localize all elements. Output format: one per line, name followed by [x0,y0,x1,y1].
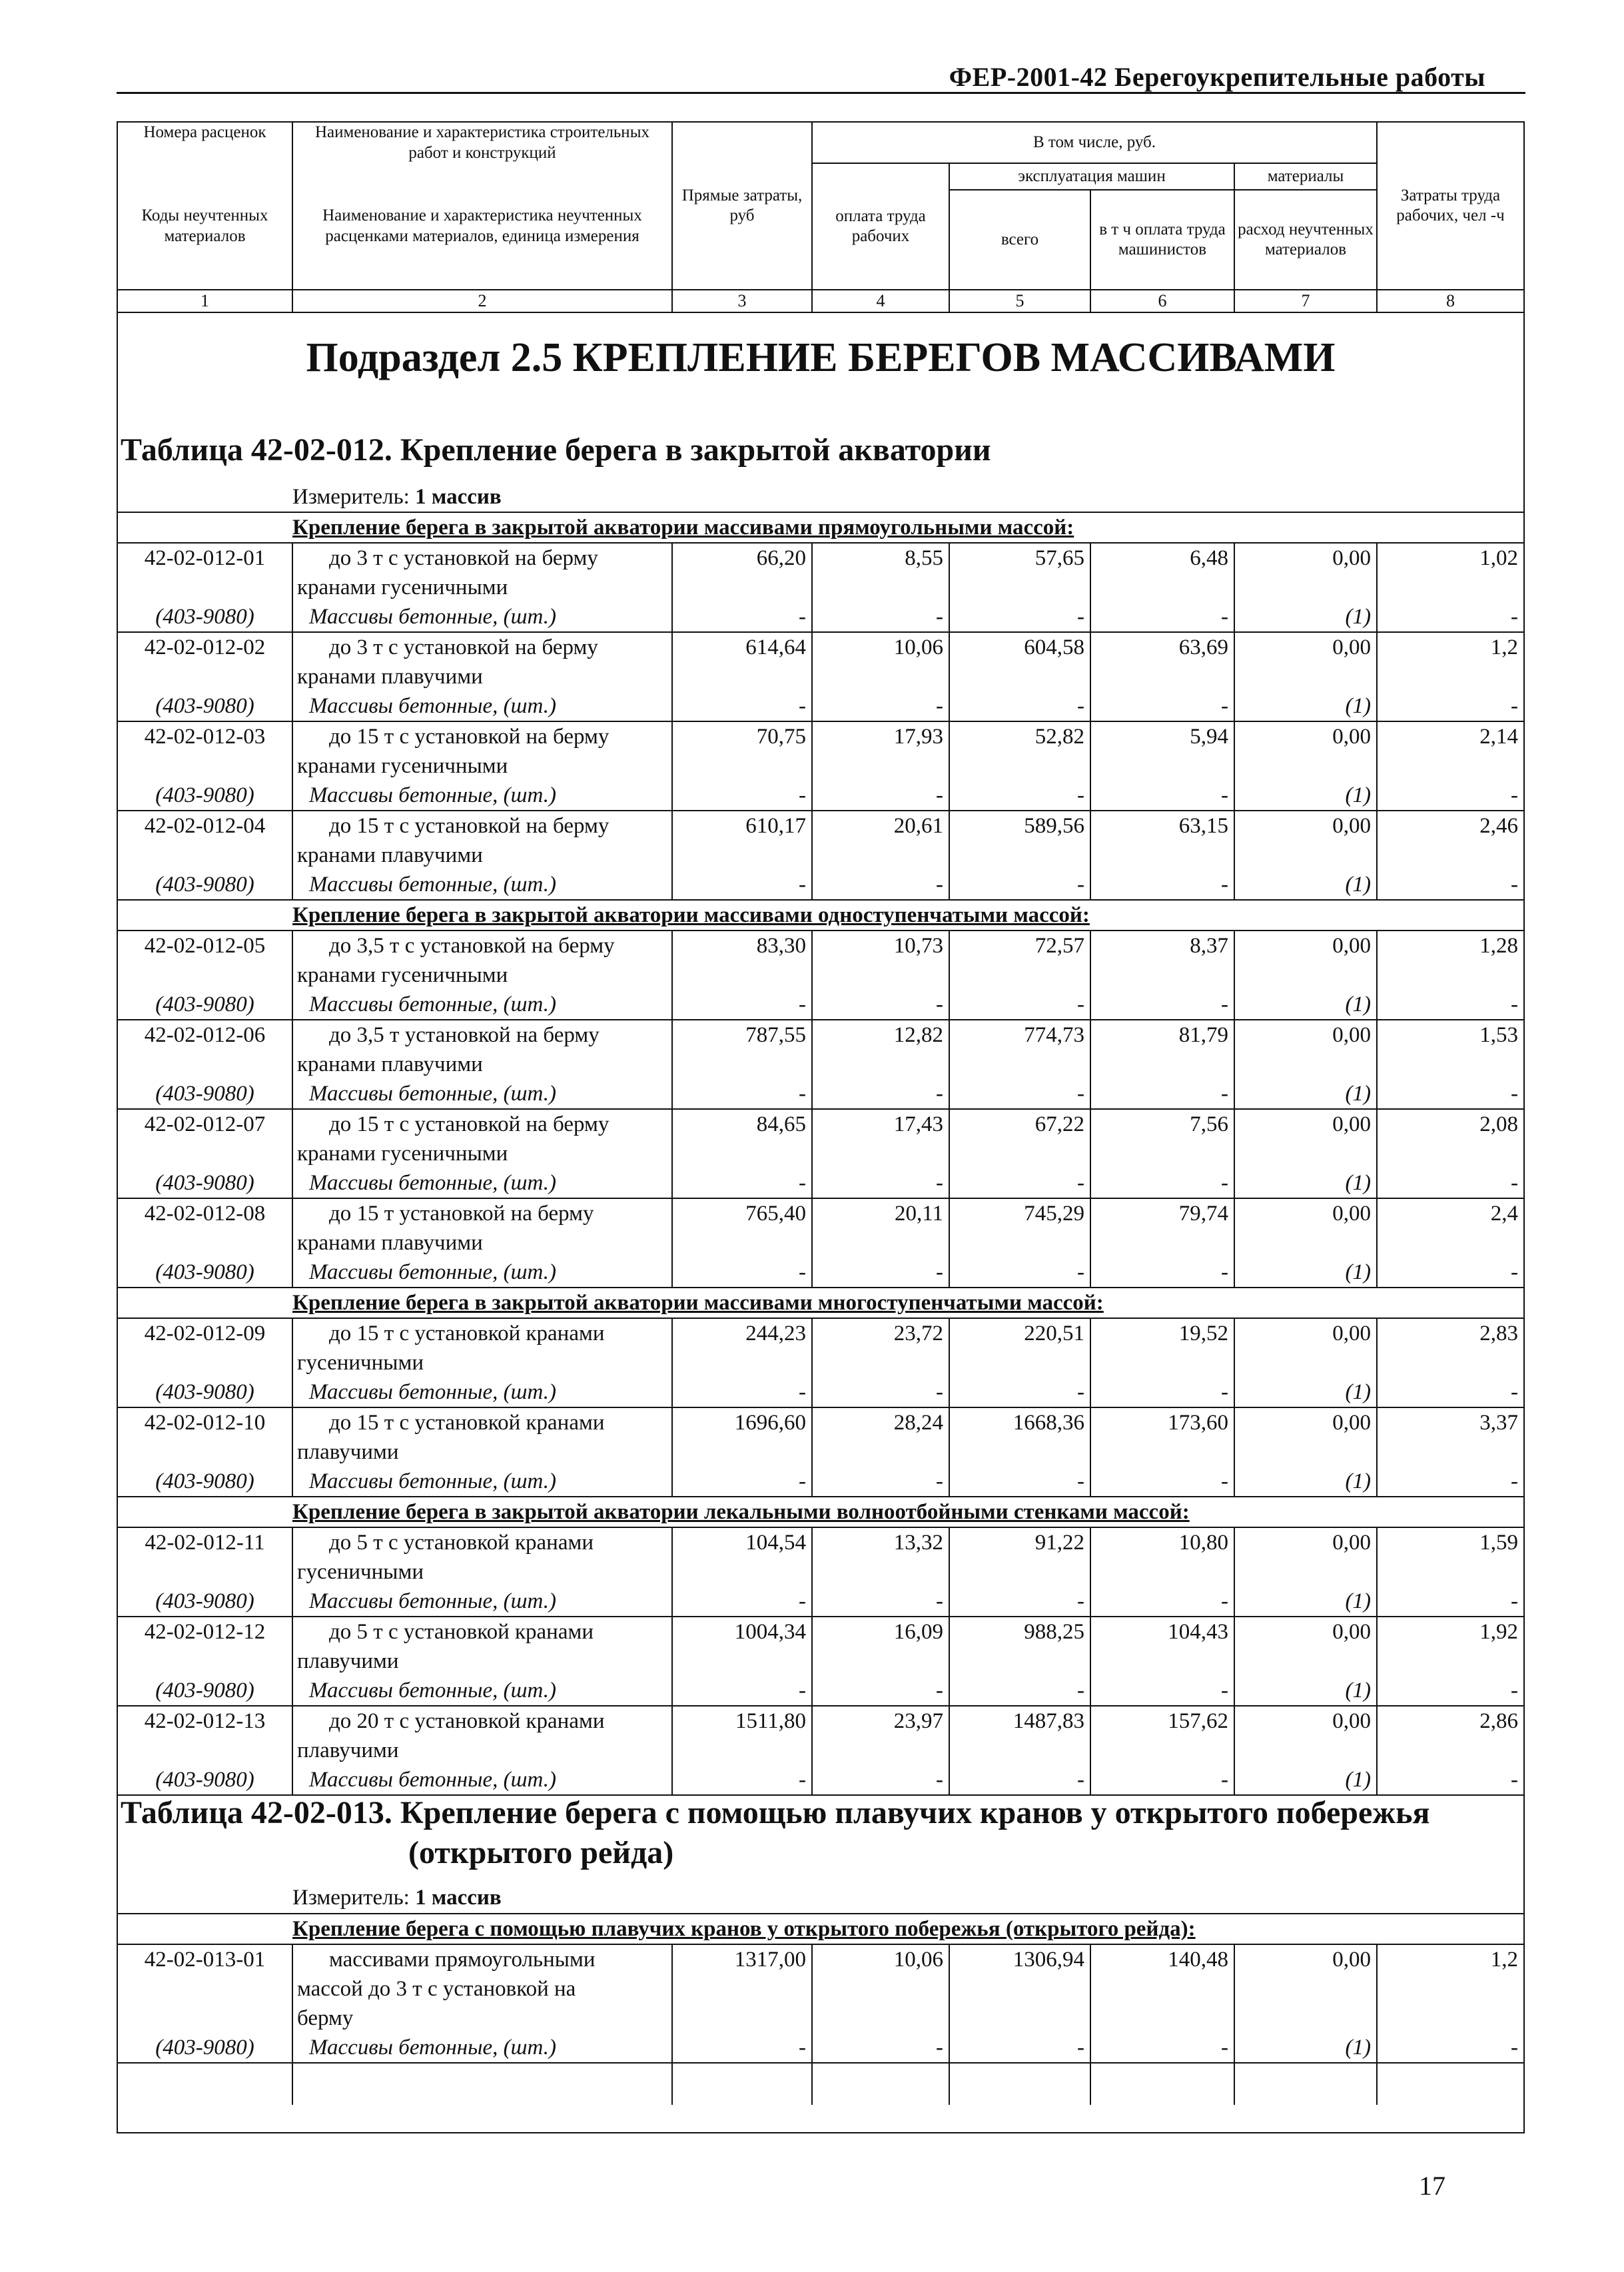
machines-total: 72,57 [949,931,1090,960]
machinist-wage: 157,62 [1090,1706,1234,1736]
material-dash: - [812,1377,949,1407]
table-013-title [121,1793,1429,1873]
material-name: Массивы бетонные, (шт.) [292,691,672,721]
material-dash: - [812,1765,949,1795]
col1-subtitle: Коды неучтенных материалов [118,163,292,290]
material-name: Массивы бетонные, (шт.) [292,1467,672,1497]
material-name: Массивы бетонные, (шт.) [292,1258,672,1288]
material-dash: - [672,691,812,721]
direct-cost: 244,23 [672,1318,812,1348]
labor-hours: 2,14 [1479,725,1519,749]
group-heading: Крепление берега в закрытой акватории массивами многоступенчатыми массой: [118,1288,1523,1318]
material-dash: - [1377,1467,1523,1497]
material-dash: - [672,781,812,811]
material-code: (403-9080) [118,990,292,1020]
rate-description-line: кранами плавучими [292,1228,672,1258]
labor-hours: 2,46 [1479,814,1519,838]
material-qty: (1) [1234,781,1377,811]
material-qty: (1) [1234,691,1377,721]
rate-description-line: до 15 т с установкой кранами [292,1318,672,1348]
material-qty: (1) [1234,1676,1377,1706]
labor-wage: 10,73 [812,931,949,960]
material-dash: - [672,1587,812,1617]
direct-cost: 66,20 [672,543,812,573]
material-dash: - [672,1765,812,1795]
labor-hours: 2,86 [1479,1709,1519,1733]
material-dash: - [1090,1765,1234,1795]
table-013-measure [292,1886,502,1910]
rate-code: 42-02-012-02 [118,632,292,662]
material-name: Массивы бетонные, (шт.) [292,1587,672,1617]
labor-hours: 1,53 [1479,1023,1519,1047]
table-013-title-line1: Таблица 42-02-013. Крепление берега с помощью плавучих кранов у открытого побережья [121,1795,1430,1830]
machinist-wage: 104,43 [1090,1617,1234,1647]
measure-value: 1 массив [415,485,502,509]
material-dash: - [1377,1377,1523,1407]
material-code: (403-9080) [118,1168,292,1198]
rate-description-line: гусеничными [292,1348,672,1377]
rate-description-line: кранами плавучими [292,662,672,691]
direct-cost: 610,17 [672,811,812,841]
material-qty: (1) [1234,602,1377,632]
machinist-wage: 10,80 [1090,1527,1234,1557]
rate-description-line: до 3 т с установкой на берму [292,543,672,573]
rate-description-line: плавучими [292,1736,672,1765]
rate-description-line: кранами гусеничными [292,573,672,602]
table-013 [118,1913,1523,2105]
material-code: (403-9080) [118,1765,292,1795]
col2-title: Наименование и характеристика строительных работ и конструкций [292,123,672,163]
labor-hours: 2,08 [1479,1112,1519,1136]
rate-description-line: до 15 т с установкой на берму [292,1109,672,1139]
rate-description-line: кранами гусеничными [292,960,672,990]
material-name: Массивы бетонные, (шт.) [292,870,672,900]
measure-value: 1 массив [415,1886,502,1910]
labor-wage: 17,43 [812,1109,949,1139]
machines-total: 604,58 [949,632,1090,662]
machinist-wage: 79,74 [1090,1198,1234,1228]
labor-hours: 1,02 [1479,546,1519,570]
materials-cost: 0,00 [1234,1198,1377,1228]
labor-wage: 10,06 [812,1944,949,1974]
col3-title: Прямые затраты, руб [672,123,812,290]
material-name: Массивы бетонные, (шт.) [292,1676,672,1706]
materials-cost: 0,00 [1234,1706,1377,1736]
rate-code: 42-02-012-12 [118,1617,292,1647]
rate-description-line: до 15 т с установкой на берму [292,721,672,751]
machines-total: 52,82 [949,721,1090,751]
machines-total: 67,22 [949,1109,1090,1139]
labor-hours: 1,92 [1479,1620,1519,1644]
rate-description-line: до 15 т установкой на берму [292,1198,672,1228]
rate-code: 42-02-012-09 [118,1318,292,1348]
material-dash: - [949,1765,1090,1795]
machinist-wage: 140,48 [1090,1944,1234,1974]
material-qty: (1) [1234,1079,1377,1109]
material-dash: - [949,1587,1090,1617]
rate-description-line: до 3,5 т с установкой на берму [292,931,672,960]
rate-description-line: берму [292,2004,672,2033]
material-dash: - [1090,870,1234,900]
material-dash: - [949,781,1090,811]
material-dash: - [949,1079,1090,1109]
material-dash: - [1377,1587,1523,1617]
group-heading: Крепление берега в закрытой акватории лекальными волноотбойными стенками массой: [118,1497,1523,1527]
group-heading: Крепление берега с помощью плавучих кранов у открытого побережья (открытого рейда): [118,1914,1523,1944]
rate-code: 42-02-012-11 [118,1527,292,1557]
materials-cost: 0,00 [1234,1318,1377,1348]
material-dash: - [1090,1079,1234,1109]
materials-cost: 0,00 [1234,931,1377,960]
labor-wage: 12,82 [812,1020,949,1050]
header-rule [117,92,1525,94]
labor-wage: 17,93 [812,721,949,751]
rate-description-line: кранами плавучими [292,1050,672,1079]
rate-description-line: до 15 т с установкой на берму [292,811,672,841]
material-qty: (1) [1234,1168,1377,1198]
material-dash: - [1377,990,1523,1020]
labor-wage: 10,06 [812,632,949,662]
col-num: 5 [949,290,1090,312]
materials-cost: 0,00 [1234,1944,1377,1974]
rate-description-line: массивами прямоугольными [292,1944,672,1974]
machinist-wage: 8,37 [1090,931,1234,960]
col-num: 2 [292,290,672,312]
material-code: (403-9080) [118,1079,292,1109]
machines-total: 1306,94 [949,1944,1090,1974]
rate-description-line: кранами гусеничными [292,751,672,781]
table-012 [118,512,1523,1796]
labor-wage: 23,72 [812,1318,949,1348]
material-dash: - [672,990,812,1020]
direct-cost: 1696,60 [672,1407,812,1437]
material-qty: (1) [1234,1765,1377,1795]
materials-cost: 0,00 [1234,632,1377,662]
col2-subtitle: Наименование и характеристика неучтенных расценками материалов, единица измерения [292,163,672,290]
direct-cost: 83,30 [672,931,812,960]
machinist-wage: 19,52 [1090,1318,1234,1348]
rate-code: 42-02-012-08 [118,1198,292,1228]
in-total-title: В том числе, руб. [812,123,1377,163]
material-code: (403-9080) [118,1676,292,1706]
material-dash: - [812,691,949,721]
direct-cost: 1511,80 [672,1706,812,1736]
material-dash: - [949,1168,1090,1198]
labor-hours: 1,2 [1490,635,1519,659]
rate-code: 42-02-013-01 [118,1944,292,1974]
table-012-title: Таблица 42-02-012. Крепление берега в закрытой акватории [121,432,991,468]
machines-total: 91,22 [949,1527,1090,1557]
material-dash: - [1090,1377,1234,1407]
machinist-wage: 6,48 [1090,543,1234,573]
material-dash: - [1090,1168,1234,1198]
materials-cost: 0,00 [1234,1527,1377,1557]
machines-total: 1487,83 [949,1706,1090,1736]
material-code: (403-9080) [118,691,292,721]
materials-cost: 0,00 [1234,1407,1377,1437]
machines-title: эксплуатация машин [949,163,1234,190]
labor-hours: 1,28 [1479,934,1519,958]
material-dash: - [812,1587,949,1617]
material-code: (403-9080) [118,1377,292,1407]
direct-cost: 614,64 [672,632,812,662]
col1-title: Номера расценок [118,123,292,163]
material-qty: (1) [1234,1467,1377,1497]
labor-hours: 1,59 [1479,1531,1519,1555]
rate-description-line: гусеничными [292,1557,672,1587]
labor-wage: 28,24 [812,1407,949,1437]
material-dash: - [1090,1258,1234,1288]
col-num: 4 [812,290,949,312]
rate-description-line: массой до 3 т с установкой на [292,1974,672,2004]
material-dash: - [949,1676,1090,1706]
material-dash: - [812,1168,949,1198]
material-dash: - [1377,1168,1523,1198]
direct-cost: 787,55 [672,1020,812,1050]
labor-wage: 20,11 [812,1198,949,1228]
materials-cost: 0,00 [1234,1109,1377,1139]
labor-wage: 13,32 [812,1527,949,1557]
rates-sheet [117,121,1525,2133]
rate-description-line: плавучими [292,1647,672,1676]
material-code: (403-9080) [118,2033,292,2063]
rate-description-line: до 15 т с установкой кранами [292,1407,672,1437]
material-dash: - [812,602,949,632]
material-dash: - [672,602,812,632]
material-name: Массивы бетонные, (шт.) [292,1765,672,1795]
material-dash: - [949,1258,1090,1288]
materials-cost: 0,00 [1234,1020,1377,1050]
material-dash: - [1377,1765,1523,1795]
rate-description-line: кранами плавучими [292,841,672,870]
rate-code: 42-02-012-04 [118,811,292,841]
material-dash: - [672,1467,812,1497]
materials-cost: 0,00 [1234,811,1377,841]
materials-title: материалы [1234,163,1377,190]
machinist-wage: 81,79 [1090,1020,1234,1050]
machines-total: 988,25 [949,1617,1090,1647]
machinist-wage: 5,94 [1090,721,1234,751]
col6-title: в т ч оплата труда машинистов [1090,190,1234,290]
material-dash: - [1377,781,1523,811]
material-dash: - [1090,691,1234,721]
labor-wage: 20,61 [812,811,949,841]
materials-cost: 0,00 [1234,543,1377,573]
rate-code: 42-02-012-07 [118,1109,292,1139]
direct-cost: 70,75 [672,721,812,751]
column-header [118,123,1523,313]
materials-cost: 0,00 [1234,721,1377,751]
material-dash: - [1090,1676,1234,1706]
labor-hours: 2,83 [1479,1322,1519,1345]
rate-description-line: до 20 т с установкой кранами [292,1706,672,1736]
direct-cost: 765,40 [672,1198,812,1228]
material-code: (403-9080) [118,1587,292,1617]
direct-cost: 104,54 [672,1527,812,1557]
direct-cost: 1004,34 [672,1617,812,1647]
machinist-wage: 7,56 [1090,1109,1234,1139]
rate-code: 42-02-012-13 [118,1706,292,1736]
material-code: (403-9080) [118,1467,292,1497]
material-qty: (1) [1234,1377,1377,1407]
col5-title: всего [949,190,1090,290]
running-header: ФЕР-2001-42 Берегоукрепительные работы [949,62,1485,92]
rate-description-line: до 3 т с установкой на берму [292,632,672,662]
material-name: Массивы бетонные, (шт.) [292,2033,672,2063]
labor-wage: 8,55 [812,543,949,573]
material-dash: - [949,2033,1090,2063]
material-dash: - [1090,990,1234,1020]
material-dash: - [672,1377,812,1407]
material-code: (403-9080) [118,781,292,811]
material-qty: (1) [1234,990,1377,1020]
labor-hours: 3,37 [1479,1411,1519,1435]
material-name: Массивы бетонные, (шт.) [292,602,672,632]
table-013-title-line2: (открытого рейда) [408,1835,674,1870]
rate-code: 42-02-012-05 [118,931,292,960]
measure-label: Измеритель: [292,485,410,509]
material-name: Массивы бетонные, (шт.) [292,990,672,1020]
col4-title: оплата труда рабочих [812,163,949,290]
materials-cost: 0,00 [1234,1617,1377,1647]
material-qty: (1) [1234,870,1377,900]
material-dash: - [949,870,1090,900]
material-qty: (1) [1234,1587,1377,1617]
material-code: (403-9080) [118,1258,292,1288]
material-dash: - [949,602,1090,632]
material-name: Массивы бетонные, (шт.) [292,781,672,811]
material-dash: - [812,1676,949,1706]
material-dash: - [1377,1676,1523,1706]
material-dash: - [1377,870,1523,900]
table-012-measure [292,485,502,510]
machines-total: 57,65 [949,543,1090,573]
col-num: 1 [118,290,292,312]
rate-description-line: до 5 т с установкой кранами [292,1527,672,1557]
material-name: Массивы бетонные, (шт.) [292,1079,672,1109]
material-dash: - [949,990,1090,1020]
material-name: Массивы бетонные, (шт.) [292,1168,672,1198]
material-qty: (1) [1234,2033,1377,2063]
col7-title: расход неучтенных материалов [1234,190,1377,290]
group-heading: Крепление берега в закрытой акватории массивами одноступенчатыми массой: [118,900,1523,931]
material-dash: - [1377,602,1523,632]
material-dash: - [1090,781,1234,811]
labor-hours: 2,4 [1490,1202,1519,1226]
material-dash: - [1090,602,1234,632]
labor-wage: 16,09 [812,1617,949,1647]
material-dash: - [672,1258,812,1288]
direct-cost: 1317,00 [672,1944,812,1974]
material-dash: - [1377,1258,1523,1288]
material-code: (403-9080) [118,602,292,632]
material-dash: - [812,870,949,900]
measure-label: Измеритель: [292,1886,410,1910]
machinist-wage: 173,60 [1090,1407,1234,1437]
material-dash: - [812,781,949,811]
material-dash: - [672,2033,812,2063]
material-dash: - [1377,1079,1523,1109]
page-number: 17 [1419,2171,1445,2201]
material-dash: - [812,2033,949,2063]
material-dash: - [812,990,949,1020]
material-dash: - [812,1258,949,1288]
labor-hours: 1,2 [1490,1948,1519,1972]
rate-code: 42-02-012-03 [118,721,292,751]
machines-total: 1668,36 [949,1407,1090,1437]
material-dash: - [1377,691,1523,721]
col8-title: Затраты труда рабочих, чел -ч [1377,123,1523,290]
machinist-wage: 63,15 [1090,811,1234,841]
material-dash: - [1090,2033,1234,2063]
rate-description-line: до 5 т с установкой кранами [292,1617,672,1647]
rate-code: 42-02-012-10 [118,1407,292,1437]
machines-total: 745,29 [949,1198,1090,1228]
labor-wage: 23,97 [812,1706,949,1736]
col-num: 6 [1090,290,1234,312]
rate-code: 42-02-012-06 [118,1020,292,1050]
material-name: Массивы бетонные, (шт.) [292,1377,672,1407]
material-dash: - [672,1676,812,1706]
material-code: (403-9080) [118,870,292,900]
direct-cost: 84,65 [672,1109,812,1139]
material-dash: - [949,1467,1090,1497]
rate-code: 42-02-012-01 [118,543,292,573]
machines-total: 589,56 [949,811,1090,841]
group-heading: Крепление берега в закрытой акватории массивами прямоугольными массой: [118,513,1523,543]
rate-description-line: кранами гусеничными [292,1139,672,1168]
material-dash: - [949,1377,1090,1407]
material-qty: (1) [1234,1258,1377,1288]
material-dash: - [812,1467,949,1497]
rate-description-line: плавучими [292,1437,672,1467]
col-num: 8 [1377,290,1523,312]
machinist-wage: 63,69 [1090,632,1234,662]
col-num: 3 [672,290,812,312]
material-dash: - [1377,2033,1523,2063]
machines-total: 774,73 [949,1020,1090,1050]
section-title: Подраздел 2.5 КРЕПЛЕНИЕ БЕРЕГОВ МАССИВАМИ [306,335,1336,380]
material-dash: - [949,691,1090,721]
material-dash: - [812,1079,949,1109]
machines-total: 220,51 [949,1318,1090,1348]
material-dash: - [672,870,812,900]
rate-description-line: до 3,5 т установкой на берму [292,1020,672,1050]
col-num: 7 [1234,290,1377,312]
material-dash: - [672,1168,812,1198]
material-dash: - [672,1079,812,1109]
material-dash: - [1090,1467,1234,1497]
material-dash: - [1090,1587,1234,1617]
